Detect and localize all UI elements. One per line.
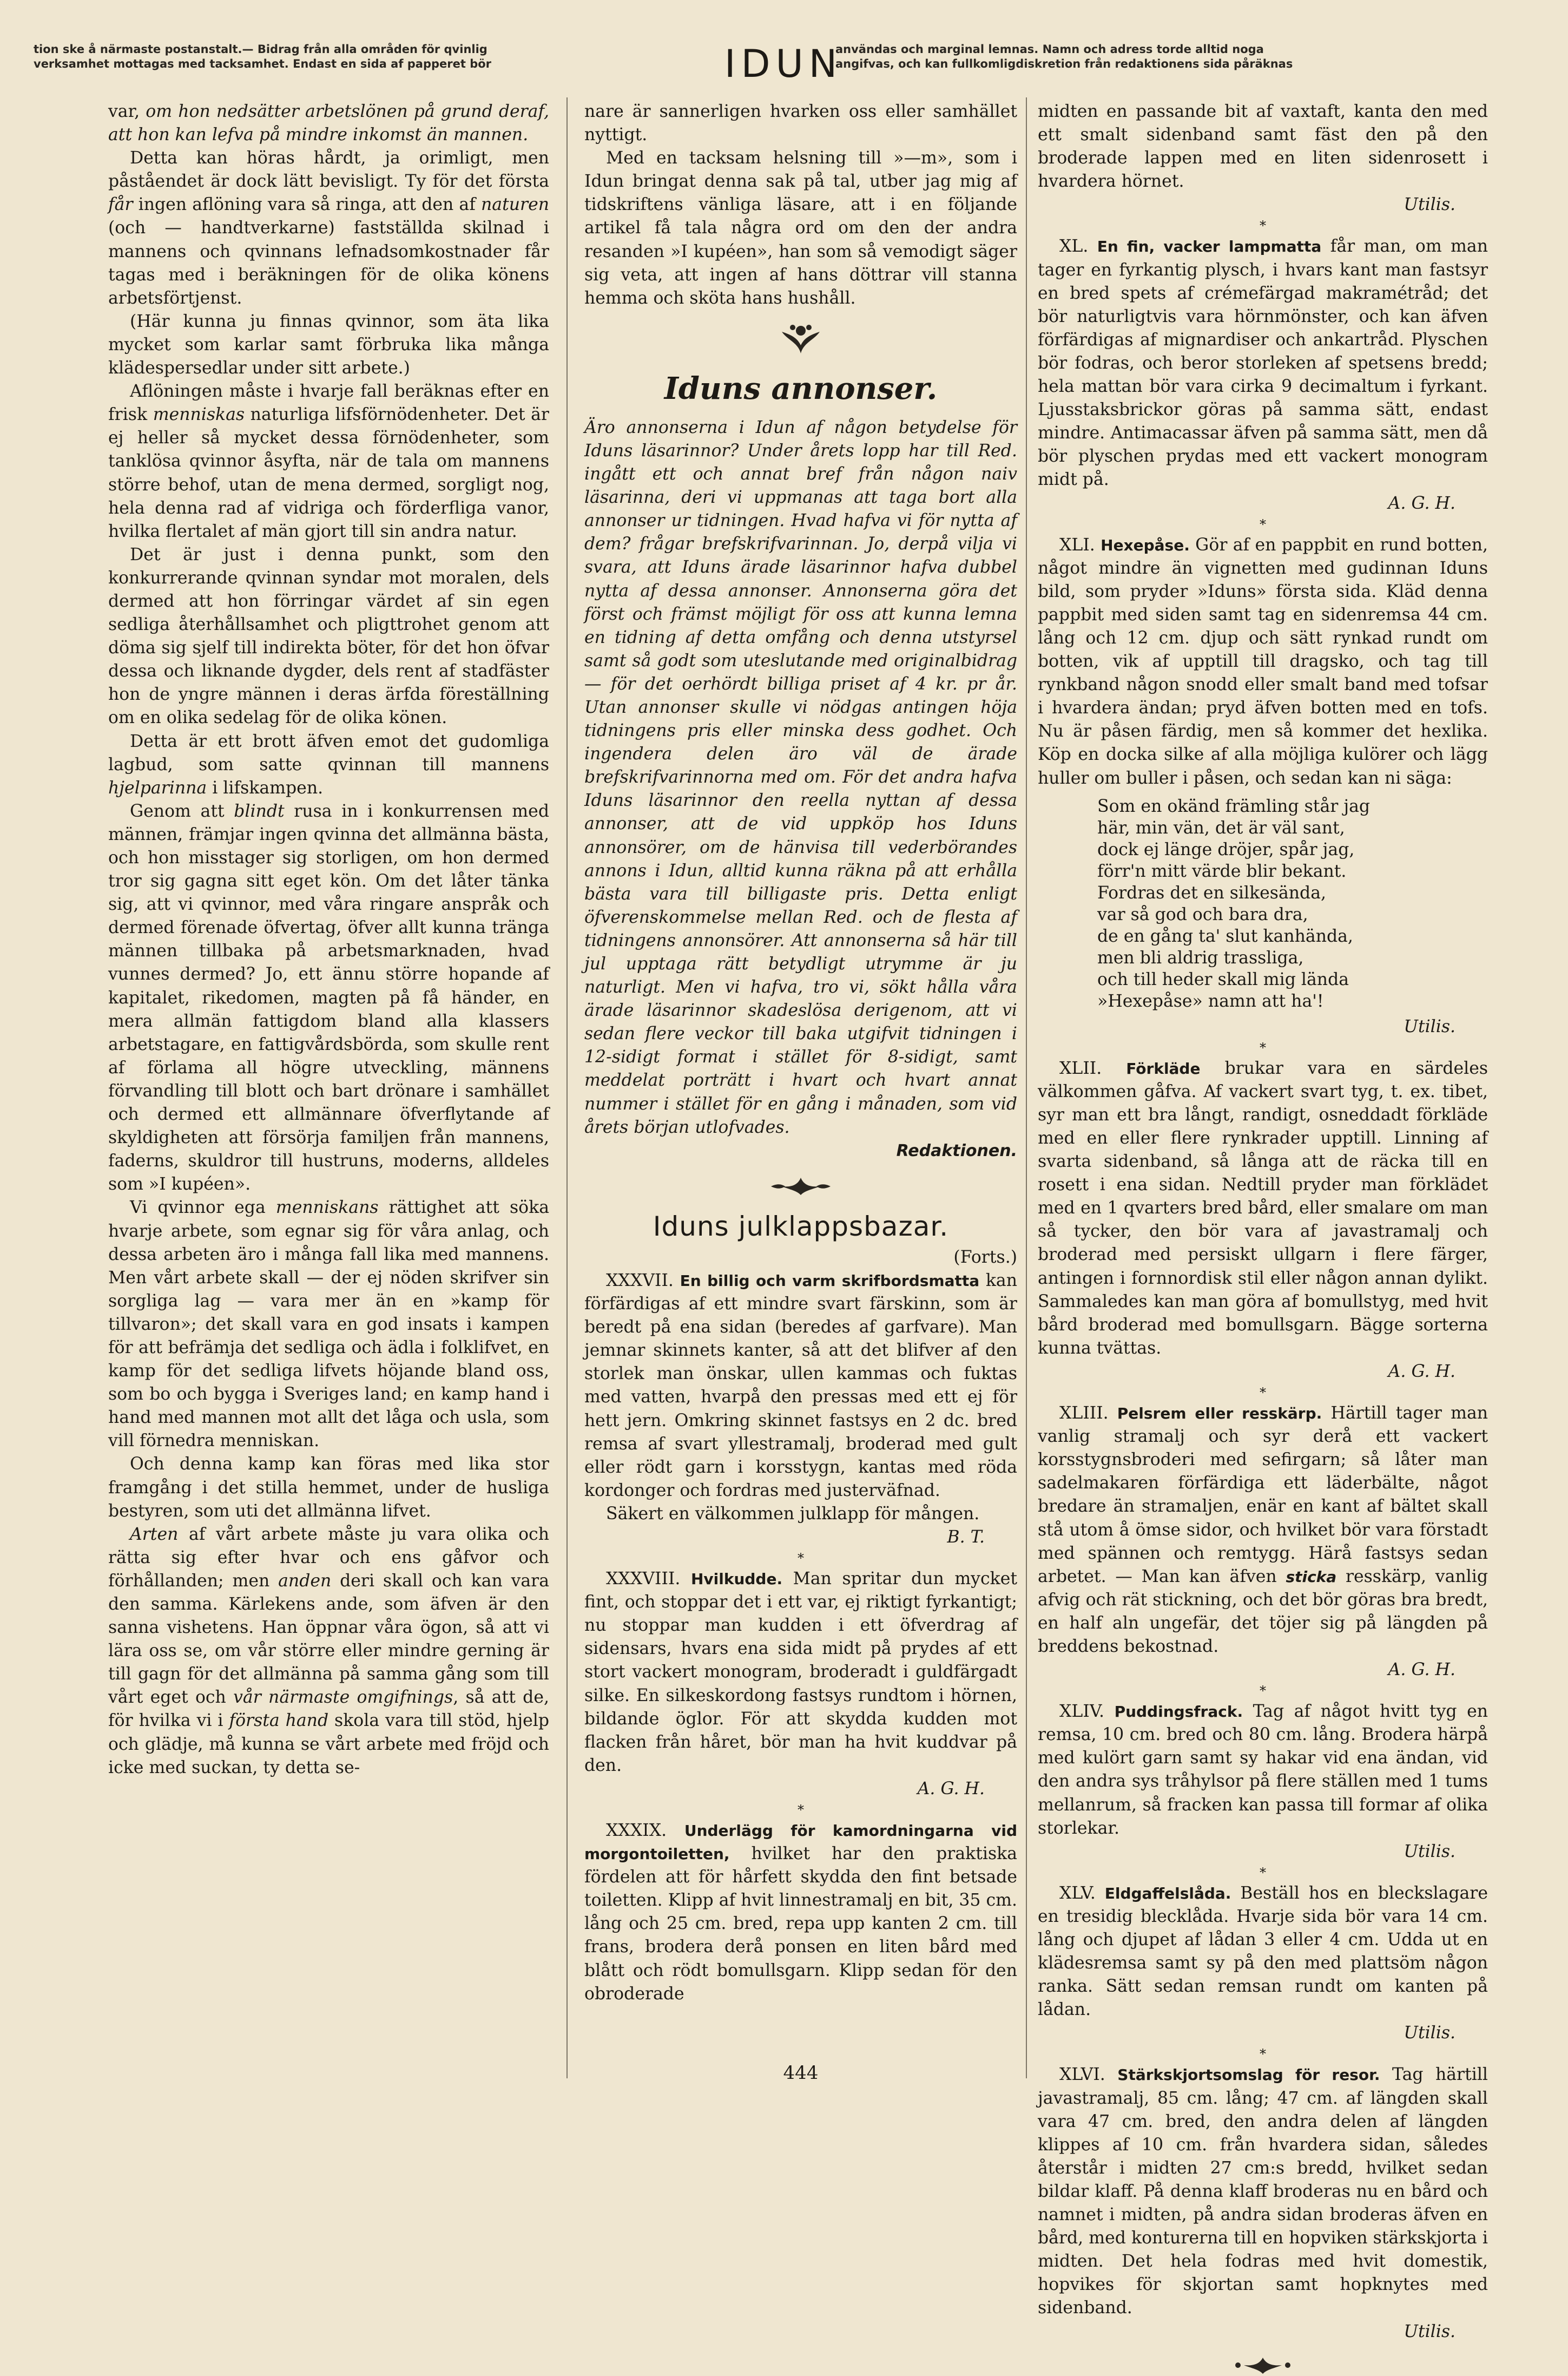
separator-star: * <box>1260 516 1266 532</box>
signature: Utilis. <box>1404 1016 1455 1036</box>
continued-note: (Forts.) <box>953 1247 1017 1267</box>
paragraph: Detta kan höras hårdt, ja orimligt, men påståendet är dock lätt bevisligt. Ty för det första får ingen aflöning vara så ringa, att den af naturen (och — handtverkarne) fastställda skilnad i mannens och qvinnans lefnadsomkostnader får tagas med i beräkningen för de olika könens arbetsförtjenst. <box>108 148 549 308</box>
paragraph: Säkert en välkommen julklapp för mången. <box>606 1504 980 1524</box>
masthead-title: IDUN <box>724 42 843 86</box>
masthead-left-line: tion ske å närmaste postanstalt.— Bidrag från alla områden för qvinlig <box>34 43 487 56</box>
bazar-heading: Iduns julklappsbazar. <box>653 1210 949 1242</box>
masthead-left-line: verksamhet mottagas med tacksamhet. Endast en sida af papperet bör <box>34 57 492 70</box>
bazar-item: XLVI. Stärkskjortsomslag för resor. Tag härtill javastramalj, 85 cm. lång; 47 cm. af längden skall vara 47 cm. bred, den andra delen af längden klippes af 10 cm. från hvardera sidan, således återstår i midten 27 cm:s bredd, hvilket sedan bildar klaff. På denna klaff broderas nu en bård och namnet i midten, på andra sidan broderas äfven en bård, med konturerna till en hopviken stärkskjorta i midten. Det hela fodras med hvit domestik, hopvikes för skjortan samt hopknytes med sidenband. <box>1038 2065 1488 2318</box>
annonser-text: Äro annonserna i Idun af någon betydelse för Iduns läsarinnor? Under årets lopp har till Red. ingått ett och annat bref från någon naiv läsarinna, deri vi uppmanas att taga bort alla annonser ur tidningen. Hvad hafva vi för nytta af dem? frågar brefskrifvarinnan. Jo, derpå vilja vi svara, att Iduns ärade läsarinnor hafva dubbel nytta af dessa annonser. Annonserna göra det först och främst möjligt för oss att kunna lemna en tidning af detta omfång och denna utstyrsel samt så godt som uteslutande med originalbidrag — för det oerhördt billiga priset af 4 kr. pr år. Utan annonser skulle vi nödgas antingen höja tidningens pris eller minska dess godhet. Och ingendera delen äro väl de ärade brefskrifvarinnorna med om. För det andra hafva Iduns läsarinnor den reella nyttan af dessa annonser, att de vid uppköp hos Iduns annonsörer, om de hänvisa till vederbörandes annons i Idun, alltid kunna räkna på att erhålla bästa vara till billigaste pris. Detta enligt öfverenskommelse mellan Red. och de flesta af tidningens annonsörer. Att annonserna så här till jul upptaga rätt betydligt utrymme är ju naturligt. Men vi hafva, tro vi, sökt hålla våra ärade läsarinnor skadeslösa derigenom, att vi sedan flere veckor till baka utgifvit tidningen i 12-sidigt format i stället för 8-sidigt, samt meddelat porträtt i hvart och hvart annat nummer i stället för en gång i månaden, som vid årets början utlofvades. <box>584 417 1017 1137</box>
paragraph: Det är just i denna punkt, som den konkurrerande qvinnan syndar mot moralen, dels dermed att hon förringar värdet af sin egen sedliga återhållsamhet och pligttrohet genom att döma sig sjelf till indirekta böter, för det hon öfvar dessa och liknande dygder, dels rent af stadfäster hon de yngre männen i deras ärfda föreställning om en olika sedelag för de olika könen. <box>108 544 549 728</box>
separator-star: * <box>1260 2046 1266 2062</box>
signature: A. G. H. <box>1388 493 1455 513</box>
separator-star: * <box>1260 218 1266 234</box>
paragraph: (Här kunna ju finnas qvinnor, som äta lika mycket som karlar samt förbruka lika många klädespersedlar under sitt arbete.) <box>108 311 549 378</box>
separator-star: * <box>1260 1683 1266 1699</box>
poem-line: dock ej länge dröjer, spår jag, <box>1097 839 1355 859</box>
masthead-right-line: användas och marginal lemnas. Namn och adress torde alltid noga <box>835 43 1264 56</box>
paragraph: Och denna kamp kan föras med lika stor framgång i det stilla hemmet, under de husliga bestyren, som uti det allmänna lifvet. <box>108 1454 549 1521</box>
poem-line: var så god och bara dra, <box>1097 904 1308 924</box>
column-2 <box>584 100 1017 2054</box>
paragraph: Arten af vårt arbete måste ju vara olika och rätta sig efter hvar och ens gåfvor och förhållanden; men anden deri skall och kan vara den samma. Kärlekens ande, som äfven är den sanna vishetens. Han öppnar våra ögon, så att vi lära oss se, om vår större eller mindre gerning är till gagn för det allmänna på samma gång som till vårt eget och vår närmaste omgifnings, så att de, för hvilka vi i första hand skola vara till stöd, hjelp och glädje, må kunna se vårt arbete med fröjd och icke med suckan, ty detta se- <box>108 1524 549 1777</box>
poem-line: och till heder skall mig lända <box>1097 969 1349 989</box>
bazar-item: XLIV. Puddingsfrack. Tag af något hvitt tyg en remsa, 10 cm. bred och 80 cm. lång. Brodera härpå med kulört garn samt sy hakar vid ena ändan, vid den andra sys tråhylsor på flere ställen med 1 tums mellanrum, så fracken kan passa till formar af olika storlekar. <box>1038 1702 1488 1838</box>
masthead-left-notice <box>34 42 704 71</box>
column-divider <box>1026 97 1027 2078</box>
paragraph: midten en passande bit af vaxtaft, kanta den med ett smalt sidenband samt fäst den på den broderade lappen med en liten sidenrosett i hvardera hörnet. <box>1038 102 1488 192</box>
poem-line: »Hexepåse» namn att ha'! <box>1097 991 1324 1011</box>
bazar-item: XL. En fin, vacker lampmatta får man, om man tager en fyrkantig plysch, i hvars kant man fastsyr en bred spets af crémefärgad makramétråd; det bör naturligtvis vara hörnmönster, och kan äfven förfärdigas af mignardiser och ankartråd. Plyschen bör fodras, och beror storleken af spetsens bredd; hela mattan bör vara cirka 9 decimaltum i fyrkant. Ljusstaksbrickor göras på samma sätt, endast mindre. Antimacassar äfven på samma sätt, men då bör plyschen prydas med ett vackert monogram midt på. <box>1038 237 1488 490</box>
separator-star: * <box>798 1551 804 1566</box>
poem-line: Fordras det en silkesända, <box>1097 883 1326 903</box>
signature: Utilis. <box>1404 195 1455 215</box>
signature: Redaktionen. <box>896 1141 1017 1160</box>
signature: A. G. H. <box>1388 1361 1455 1381</box>
paragraph: Med en tacksam helsning till »—m», som i Idun bringat denna sak på tal, utber jag mig af tidskriftens vänliga läsare, att i en följande artikel få tala några ord om den der andra resanden »I kupéen», han som så vemodigt säger sig veta, att ingen af hans döttrar vill stanna hemma och sköta hans hushåll. <box>584 148 1017 308</box>
separator-star: * <box>1260 1865 1266 1880</box>
bazar-item: XXXVIII. Hvilkudde. Man spritar dun mycket fint, och stoppar det i ett var, ej riktigt fyrkantigt; nu stoppar man kudden i ett öfverdrag af sidensars, hvars ena sida midt på prydes af ett stort vackert monogram, broderadt i guldfärgadt silke. En silkeskordong fastsys rundtom i hörnen, bildande öglor. För att skydda kudden mot flacken från håret, bör man ha hvit kuddvar på den. <box>584 1569 1018 1775</box>
floral-ornament-icon <box>776 321 825 359</box>
bazar-item: XLII. Förkläde brukar vara en särdeles välkommen gåfva. Af vackert svart tyg, t. ex. tibet, syr man ett bra långt, randigt, osneddadt förkläde med en eller flere rynkrader upptill. Linning af svarta sidenband, så långa att de räcka till en rosett i ena sidan. Nedtill pryder man förklädet med en 1 qvarters bred bård, eller smalare om man så tycker, den bör vara af javastramalj och broderad med persiskt ullgarn i flere färger, antingen i fornnordisk stil eller någon annan dylikt. Sammaledes kan man göra af bomullstyg, med hvit bård broderad med bomullsgarn. Bägge sorterna kunna tvättas. <box>1038 1058 1488 1358</box>
bazar-item: XLIII. Pelsrem eller resskärp. Härtill tager man vanlig stramalj och syr derå ett vackert korsstygnsbroderi med sefirgarn; så låter man sadelmakaren förfärdiga ett läderbälte, något bredare än stramaljen, enär en kant af bältet skall stå utom å ömse sidor, och hvilket bör vara förstadt med spännen och remtygg. Härå fastsys sedan arbetet. — Man kan äfven sticka resskärp, vanlig afvig och rät stickning, och det bör göras bra bredt, en half aln ungefär, det töjer sig på längden på breddens bekostnad. <box>1038 1403 1488 1656</box>
signature: Utilis. <box>1404 2023 1455 2043</box>
signature: Utilis. <box>1404 1841 1455 1861</box>
annonser-heading: Iduns annonser. <box>664 370 938 406</box>
paragraph: nare är sannerligen hvarken oss eller samhället nyttigt. <box>584 102 1017 145</box>
masthead <box>34 39 1533 89</box>
separator-star: * <box>1260 1385 1266 1401</box>
signature: A. G. H. <box>917 1778 985 1799</box>
floral-divider-icon <box>766 1173 836 1198</box>
bazar-item: XLI. Hexepåse. Gör af en pappbit en rund botten, något mindre än vignetten med gudinnan Iduns bild, som pryder »Iduns» första sida. Kläd denna pappbit med siden samt tag en sidenremsa 44 cm. lång och 12 cm. djup och sätt rynkad rundt om botten, vik af upptill till dragsko, och tag till rynkband någon snodd eller smalt band med tofsar i hvardera ändan; pryd äfven botten med en tofs. Nu är påsen färdig, men så kommer det hexlika. Köp en docka silke af alla möjliga kulörer och lägg huller om buller i påsen, och sedan kan ni säga: <box>1038 535 1488 788</box>
masthead-right-notice <box>835 42 1533 71</box>
paragraph: Detta är ett brott äfven emot det gudomliga lagbud, som satte qvinnan till mannens hjelparinna i lifskampen. <box>108 731 549 798</box>
separator-star: * <box>798 1802 804 1817</box>
bazar-item: XXXVII. En billig och varm skrifbordsmatta kan förfärdigas af ett mindre svart färskinn, som är beredt på ena sidan (beredes af garfvare). Man jemnar skinnets kanter, så att det blifver af den storlek man önskar, ullen kammas och fuktas med vatten, hvarpå den pressas med ett ej för hett jern. Omkring skinnet fastsys en 2 dc. bred remsa af svart yllestramalj, broderad med gult eller rödt garn i korsstygn, kantas med röda kordonger och fordras med justerväfnad. <box>584 1270 1017 1500</box>
poem-line: men bli aldrig trassliga, <box>1097 948 1304 968</box>
paragraph: Vi qvinnor ega menniskans rättighet att söka hvarje arbete, som egnar sig för våra anlag, och dessa arbeten äro i många fall lika med mannens. Men vårt arbete skall — der ej nöden skrifver sin sorgliga lag — vara mer än en »kamp för tillvaron»; det skall vara en god insats i kampen för att befrämja det sedliga och ädla i folklifvet, en kamp för det sedliga lifvets höjande bland oss, som bo och bygga i Sveriges land; en kamp hand i hand med mannen mot allt det låga och usla, som vill förnedra menniskan. <box>108 1198 549 1451</box>
signature: A. G. H. <box>1388 1660 1455 1680</box>
poem <box>1097 796 1488 1012</box>
masthead-right-line: angifvas, och kan fullkomligdiskretion från redaktionens sida påräknas <box>835 57 1293 70</box>
poem-line: här, min vän, det är väl sant, <box>1097 818 1345 838</box>
page-number: 444 <box>783 2062 819 2084</box>
bazar-item: XXXIX. Underlägg för kamordningarna vid morgontoiletten, hvilket har den praktiska fördelen att för hårfett skydda den fint betsade toiletten. Klipp af hvit linnestramalj en bit, 35 cm. lång och 25 cm. bred, repa upp kanten 2 cm. till frans, broderа derå ponsen en liten bård med blått och rödt bomullsgarn. Klipp sedan för den obroderade <box>584 1821 1018 2004</box>
paragraph: var, om hon nedsätter arbetslönen på grund deraf, att hon kan lefva på mindre inkomst än mannen. <box>108 102 550 145</box>
paragraph: Genom att blindt rusa in i konkurrensen med männen, främjar ingen qvinna det allmänna bästa, och hon misstager sig storligen, om hon dermed tror sig gagna sitt eget kön. Om det låter tänka sig, att vi qvinnor, med våra ringare anspråk och dermed förenade öfvertag, öfver allt kunna tränga männen tillbaka på arbetsmarknaden, hvad vunnes dermed? Jo, ett ännu större hopande af kapitalet, rikedomen, magten på få händer, en mera allmän fattigdom bland alla klassers arbetstagare, en fattigvårdsbörda, som skulle rent af förlama all högre utveckling, männens förvandling till blott och bart drönare i samhället och dermed ett allmännare öfverflytande af skyldigheten att försörja familjen från mannens, faderns, skuldror till hustruns, moderns, alldeles som »I kupéen». <box>108 801 549 1194</box>
column-3 <box>1038 100 1488 2341</box>
signature: B. T. <box>947 1527 985 1547</box>
paragraph: Aflöningen måste i hvarje fall beräknas efter en frisk menniskas naturliga lifsförnödenheter. Det är ej heller så mycket dessa förnödenheter, som tanklösa qvinnor åsyfta, när de tala om mannens större behof, utan de mena dermed, sorgligt nog, hela denna rad af vidriga och förderfliga vanor, hvilka flertalet af män gjort till sin andra natur. <box>108 382 549 541</box>
bazar-item: XLV. Eldgaffelslåda. Beställ hos en bleckslagare en tresidig blecklåda. Hvarje sida bör vara 14 cm. lång och djupet af lådan 3 eller 4 cm. Udda ut en klädesremsa samt sy på den med plattsöm någon ranka. Sätt sedan remsan rundt om kanten på lådan. <box>1038 1883 1488 2020</box>
poem-line: Som en okänd främling står jag <box>1097 796 1371 816</box>
poem-line: förr'n mitt värde blir bekant. <box>1097 861 1347 881</box>
separator-star: * <box>1260 1040 1266 1055</box>
signature: Utilis. <box>1404 2321 1455 2341</box>
poem-line: de en gång ta' slut kanhända, <box>1097 926 1353 946</box>
column-1-article <box>108 100 549 2054</box>
floral-end-ornament-icon <box>1230 2354 1295 2376</box>
column-divider <box>566 97 568 2078</box>
